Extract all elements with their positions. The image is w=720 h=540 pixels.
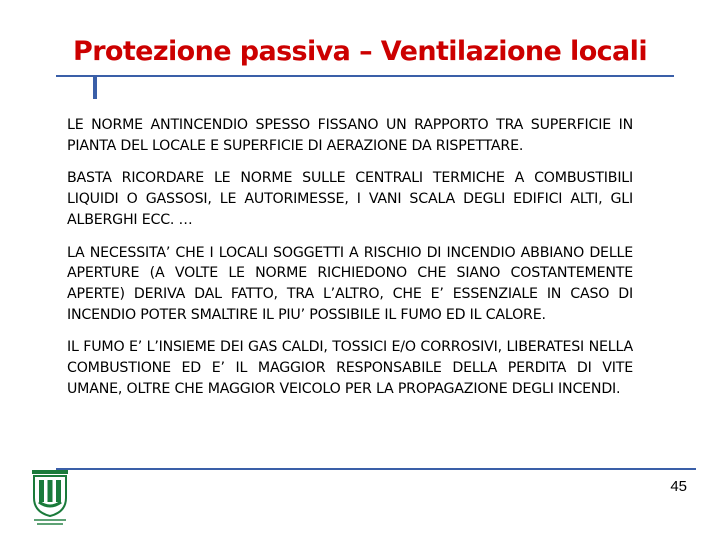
paragraph: LE NORME ANTINCENDIO SPESSO FISSANO UN RAPPORTO TRA SUPERFICIE IN PIANTA DEL LOCALE E SUPERFICIE DI AERAZIONE DA RISPETTARE. xyxy=(67,117,633,154)
paragraph: LA NECESSITA’ CHE I LOCALI SOGGETTI A RISCHIO DI INCENDIO ABBIANO DELLE APERTURE (A VOLTE LE NORME RICHIEDONO CHE SIANO COSTANTEMENTE APERTE) DERIVA DAL FATTO, TRA L’ALTRO, CHE E’ ESSENZIALE IN CASO DI INCENDIO POTER SMALTIRE IL PIU’ POSSIBILE IL FUMO ED IL CALORE. xyxy=(67,244,633,323)
paragraph: IL FUMO E’ L’INSIEME DEI GAS CALDI, TOSSICI E/O CORROSIVI, LIBERATESI NELLA COMBUSTIONE ED E’ IL MAGGIOR RESPONSABILE DELLA PERDITA DI VITE UMANE, OLTRE CHE MAGGIOR VEICOLO PER LA PROPAGAZIONE DEGLI INCENDI. xyxy=(67,339,633,397)
slide-body xyxy=(67,115,633,411)
university-logo-icon xyxy=(28,468,72,528)
title-accent-bar xyxy=(93,77,97,99)
title-divider xyxy=(56,75,674,77)
slide-title: Protezione passiva – Ventilazione locali xyxy=(73,36,647,67)
footer-divider xyxy=(56,468,696,470)
paragraph: BASTA RICORDARE LE NORME SULLE CENTRALI TERMICHE A COMBUSTIBILI LIQUIDI O GASSOSI, LE AUTORIMESSE, I VANI SCALA DEGLI EDIFICI ALTI, GLI ALBERGHI ECC. … xyxy=(67,170,633,228)
page-number: 45 xyxy=(670,478,687,495)
